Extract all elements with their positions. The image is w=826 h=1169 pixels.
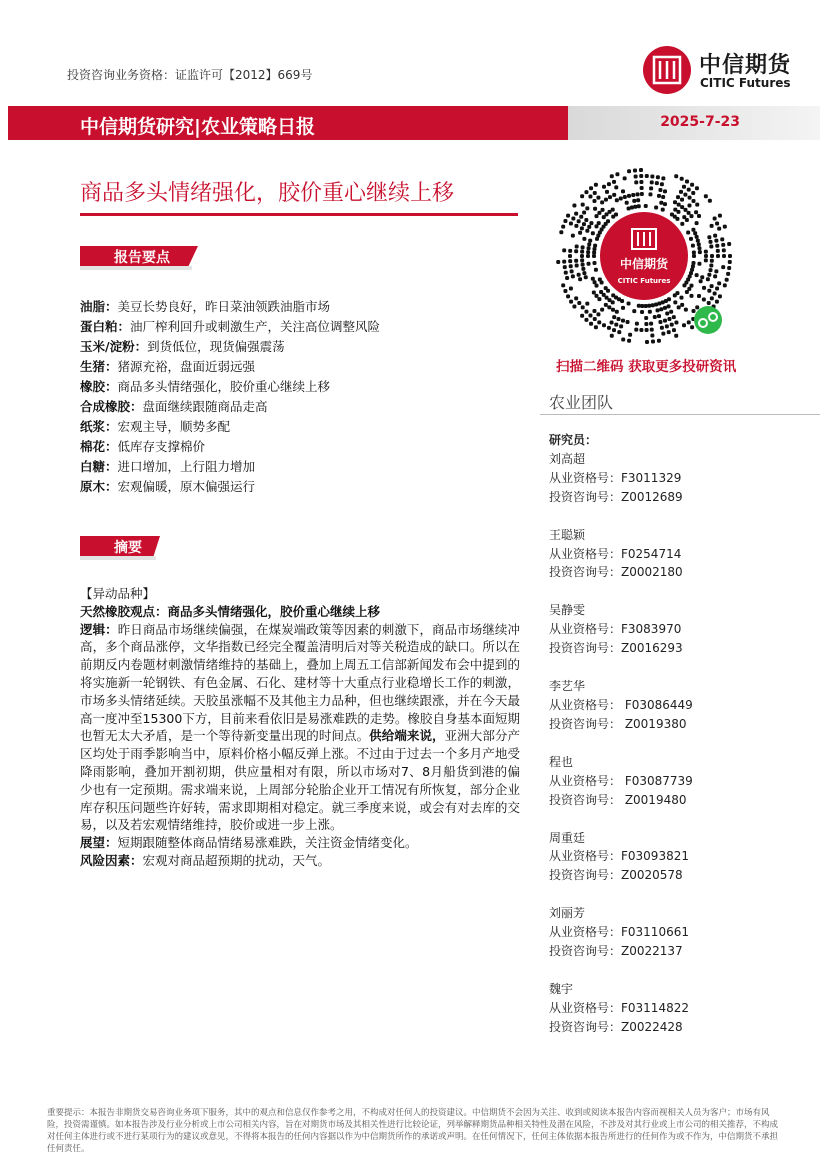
team-member bbox=[549, 753, 693, 810]
logo-cn-text: 中信期货 bbox=[699, 53, 792, 78]
summary-body bbox=[80, 585, 520, 870]
qr-center-cn: 中信期货 bbox=[619, 257, 669, 271]
member-cert: 从业资格号： F03086449 bbox=[549, 697, 693, 712]
member-cert: 从业资格号：F03110661 bbox=[549, 925, 689, 940]
keypoints-list bbox=[80, 298, 380, 495]
mini-program-icon bbox=[694, 306, 722, 334]
summary-viewpoint: 天然橡胶观点：商品多头情绪强化，胶价重心继续上移 bbox=[80, 603, 381, 619]
member-advisory: 投资咨询号：Z0020578 bbox=[549, 868, 683, 883]
list-item: 生猪：猪源充裕，盘面近弱远强 bbox=[80, 359, 256, 374]
member-cert: 从业资格号：F3083970 bbox=[549, 622, 682, 637]
member-name: 吴静雯 bbox=[549, 603, 586, 618]
report-series-title: 中信期货研究|农业策略日报 bbox=[80, 116, 315, 138]
list-item: 玉米/淀粉：到货低位，现货偏强震荡 bbox=[80, 339, 285, 354]
report-date: 2025-7-23 bbox=[660, 114, 740, 130]
researchers-label: 研究员： bbox=[549, 433, 598, 447]
summary-outlook: 展望：短期跟随整体商品情绪易涨难跌，关注资金情绪变化。 bbox=[80, 835, 418, 851]
report-banner bbox=[8, 106, 820, 140]
list-item: 白糖：进口增加，上行阻力增加 bbox=[80, 459, 256, 474]
citic-futures-logo bbox=[643, 46, 803, 96]
team-member bbox=[549, 601, 693, 658]
logo-en-text: CITIC Futures bbox=[700, 76, 791, 90]
team-title: 农业团队 bbox=[549, 393, 614, 412]
member-advisory: 投资咨询号：Z0022137 bbox=[549, 944, 683, 959]
list-item: 纸浆：宏观主导，顺势多配 bbox=[80, 419, 231, 434]
keypoints-label: 报告要点 bbox=[114, 250, 170, 266]
headline-divider bbox=[80, 213, 518, 216]
team-member bbox=[549, 904, 693, 961]
member-advisory: 投资咨询号：Z0012689 bbox=[549, 489, 683, 504]
member-advisory: 投资咨询号：Z0016293 bbox=[549, 641, 683, 656]
keypoints-header bbox=[80, 246, 198, 270]
summary-tag: 【异动品种】 bbox=[80, 586, 156, 601]
team-member bbox=[549, 450, 693, 507]
member-name: 刘丽芳 bbox=[549, 906, 586, 921]
report-headline: 商品多头情绪强化，胶价重心继续上移 bbox=[80, 181, 455, 206]
team-member bbox=[549, 526, 693, 583]
team-member bbox=[549, 980, 693, 1037]
summary-label: 摘要 bbox=[114, 540, 142, 556]
qr-pattern bbox=[553, 165, 735, 347]
member-cert: 从业资格号：F03093821 bbox=[549, 849, 689, 864]
member-advisory: 投资咨询号：Z0022428 bbox=[549, 1019, 683, 1034]
team-divider bbox=[540, 414, 820, 415]
member-name: 李艺华 bbox=[549, 679, 586, 694]
summary-header bbox=[80, 536, 160, 560]
member-name: 程也 bbox=[549, 754, 574, 769]
list-item: 蛋白粕：油厂榨利回升或刺激生产，关注高位调整风险 bbox=[80, 319, 381, 334]
member-name: 魏宇 bbox=[549, 981, 574, 996]
team-member bbox=[549, 829, 693, 886]
summary-risk: 风险因素：宏观对商品超预期的扰动，天气。 bbox=[80, 852, 331, 868]
citic-logo-icon bbox=[643, 46, 691, 94]
list-item: 合成橡胶：盘面继续跟随商品走高 bbox=[80, 399, 268, 414]
qr-caption: 扫描二维码 获取更多投研资讯 bbox=[556, 359, 737, 375]
member-name: 刘高超 bbox=[549, 451, 586, 466]
team-list bbox=[549, 431, 693, 1056]
list-item: 橡胶：商品多头情绪强化，胶价重心继续上移 bbox=[80, 379, 331, 394]
member-advisory: 投资咨询号： Z0019480 bbox=[549, 792, 687, 807]
member-cert: 从业资格号：F03114822 bbox=[549, 1000, 689, 1015]
disclaimer: 重要提示：本报告非期货交易咨询业务项下服务，其中的观点和信息仅作参考之用，不构成对任何人的投资建议。中信期货不会因为关注、收到或阅读本报告内容而视相关人员为客户；市场有风险，投资需谨慎。如本报告涉及行业分析或上市公司相关内容，旨在对期货市场及其相关性进行比较论证，列举解释期货品种相关特性及潜在风险，不涉及对其行业或上市公司的相关推荐，不构成对任何主体进行或不进行某项行为的建议或意见，不得将本报告的任何内容据以作为中信期货所作的承诺或声明。在任何情况下，任何主体依据本报告所进行的任何作为或不作为，中信期货不承担任何责任。 bbox=[47, 1108, 779, 1154]
member-cert: 从业资格号： F03087739 bbox=[549, 773, 693, 788]
member-advisory: 投资咨询号： Z0019380 bbox=[549, 716, 687, 731]
summary-paragraph: 逻辑：昨日商品市场继续偏强，在煤炭端政策等因素的刺激下，商品市场继续冲高，多个商品涨停，文华指数已经完全覆盖清明后对等关税造成的缺口。所以在前期反内卷题材刺激情绪维持的基础上，叠加上周五工信部新闻发布会中提到的将实施新一轮钢铁、有色金属、石化、建材等十大重点行业稳增长工作的刺激，市场多头情绪延续。天胶虽涨幅不及其他主力品种，但也继续跟涨，并在今天最高一度冲至15300下方，目前来看依旧是易涨难跌的走势。橡胶自身基本面短期也暂无太大矛盾，是一个等待新变量出现的时间点。供给端来说，亚洲大部分产区均处于雨季影响当中，原料价格小幅反弹上涨。不过由于过去一个多月产地受降雨影响，叠加开割初期，供应量相对有限，所以市场对7、8月船货到港的偏少也有一定预期。需求端来说，上周部分轮胎企业开工情况有所恢复，部分企业库存积压问题些许好转，需求即期相对稳定。就三季度来说，或会有对去库的交易，以及若宏观情绪维持，胶价或进一步上涨。 bbox=[80, 621, 520, 833]
list-item: 棉花：低库存支撑棉价 bbox=[80, 439, 206, 454]
member-name: 王聪颖 bbox=[549, 527, 586, 542]
team-member bbox=[549, 677, 693, 734]
member-cert: 从业资格号：F3011329 bbox=[549, 470, 682, 485]
qr-code[interactable] bbox=[553, 165, 735, 347]
member-cert: 从业资格号：F0254714 bbox=[549, 546, 682, 561]
list-item: 油脂：美豆长势良好，昨日菜油领跌油脂市场 bbox=[80, 299, 331, 314]
license-text: 投资咨询业务资格：证监许可【2012】669号 bbox=[67, 68, 313, 82]
list-item: 原木：宏观偏暖，原木偏强运行 bbox=[80, 479, 256, 494]
qr-center-en: CITIC Futures bbox=[617, 277, 671, 285]
member-name: 周重廷 bbox=[549, 830, 586, 845]
member-advisory: 投资咨询号：Z0002180 bbox=[549, 565, 683, 580]
